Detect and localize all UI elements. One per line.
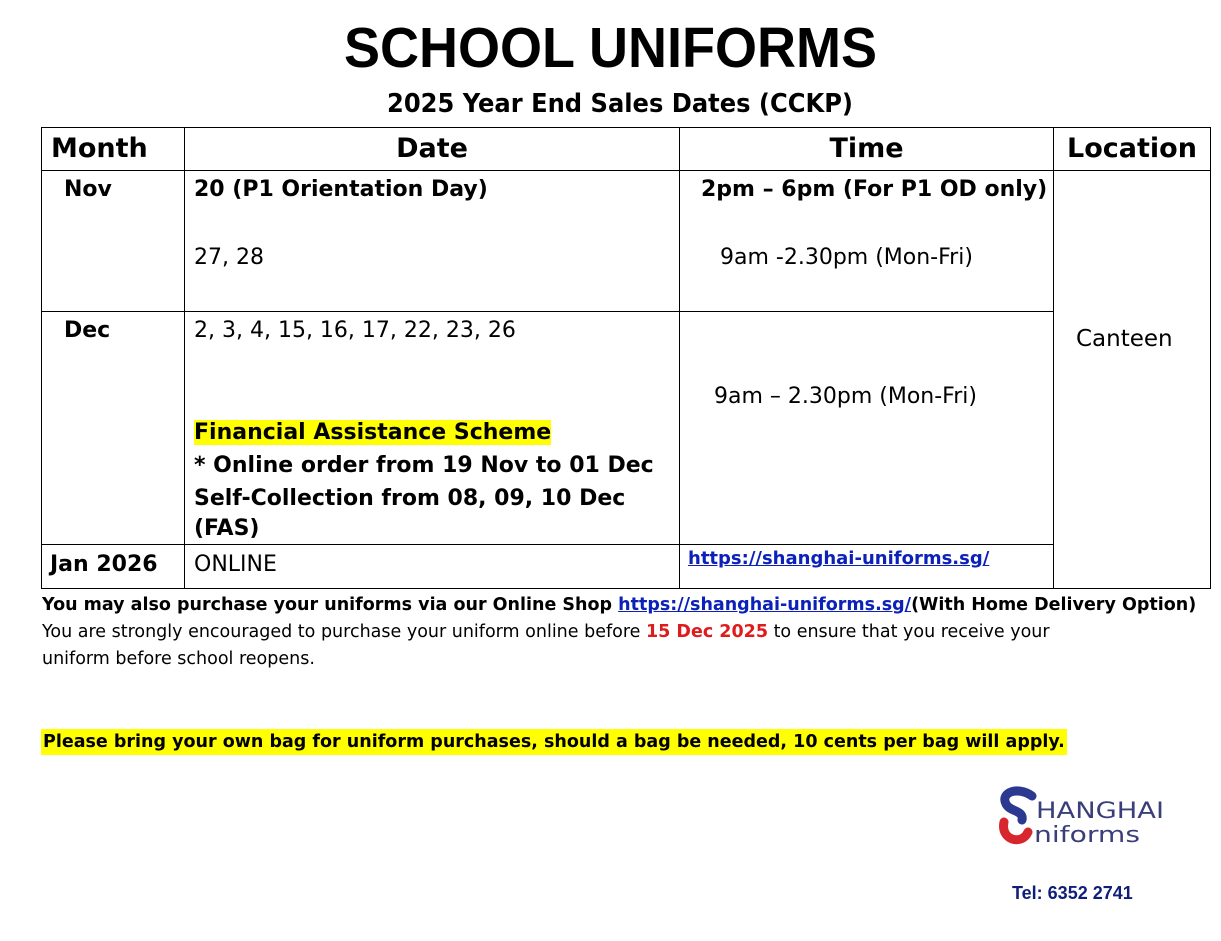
note-text: (With Home Delivery Option): [911, 595, 1197, 615]
fas-line: Self-Collection from 08, 09, 10 Dec (FAS): [194, 486, 626, 541]
time-line: 9am -2.30pm (Mon-Fri): [720, 245, 973, 270]
location-cell: [1054, 171, 1211, 589]
note-line-2: [42, 619, 1196, 646]
month-cell: [42, 312, 185, 545]
table-row-dec: [42, 312, 1211, 545]
location-label: Canteen: [1076, 326, 1173, 352]
time-cell: [680, 171, 1054, 312]
bag-note: Please bring your own bag for uniform purchases, should a bag be needed, 10 cents per bag will apply.: [41, 729, 1067, 755]
note-line-3: uniform before school reopens.: [42, 649, 315, 669]
shanghai-uniforms-logo: [996, 778, 1171, 858]
month-cell: [42, 545, 185, 589]
notes-block: [42, 592, 1196, 673]
page-subtitle: 2025 Year End Sales Dates (CCKP): [387, 89, 853, 119]
date-cell: [185, 171, 680, 312]
month-cell: [42, 171, 185, 312]
fas-heading: Financial Assistance Scheme: [194, 420, 552, 445]
note-text: You are strongly encouraged to purchase your uniform online before: [42, 622, 646, 642]
time-cell: [680, 312, 1054, 545]
online-shop-link[interactable]: https://shanghai-uniforms.sg/: [618, 595, 912, 615]
date-line: 20 (P1 Orientation Day): [194, 177, 488, 202]
telephone-number: Tel: 6352 2741: [1012, 883, 1133, 903]
column-header-location: Location: [1054, 128, 1211, 171]
date-cell: [185, 312, 680, 545]
table-row-nov: [42, 171, 1211, 312]
time-line: 9am – 2.30pm (Mon-Fri): [714, 384, 977, 409]
date-line: 2, 3, 4, 15, 16, 17, 22, 23, 26: [194, 318, 516, 343]
column-header-month: Month: [42, 128, 185, 171]
shop-link[interactable]: https://shanghai-uniforms.sg/: [688, 548, 990, 569]
logo-text-niforms: niforms: [1034, 823, 1140, 848]
column-header-date: Date: [185, 128, 680, 171]
fas-line: * Online order from 19 Nov to 01 Dec: [194, 453, 654, 478]
table-header-row: [42, 128, 1211, 171]
table-row-jan: [42, 545, 1211, 589]
date-line: 27, 28: [194, 245, 264, 270]
date-cell: [185, 545, 680, 589]
column-header-time: Time: [680, 128, 1054, 171]
date-line: ONLINE: [194, 552, 277, 577]
logo-u-stroke: [1004, 822, 1028, 840]
deadline-date: 15 Dec 2025: [645, 622, 768, 642]
month-label: Jan 2026: [50, 552, 158, 577]
note-text: to ensure that you receive your: [768, 622, 1050, 642]
time-line: 2pm – 6pm (For P1 OD only): [701, 177, 1048, 202]
page-title: SCHOOL UNIFORMS: [343, 16, 877, 80]
note-line-1: [42, 592, 1196, 619]
month-label: Nov: [64, 177, 112, 202]
month-label: Dec: [64, 318, 111, 343]
sales-schedule-table: [41, 127, 1211, 589]
logo-s-stroke: [1005, 791, 1032, 820]
logo-text-hanghai: HANGHAI: [1036, 799, 1164, 824]
note-text: You may also purchase your uniforms via our Online Shop: [42, 595, 619, 615]
time-cell: [680, 545, 1054, 589]
